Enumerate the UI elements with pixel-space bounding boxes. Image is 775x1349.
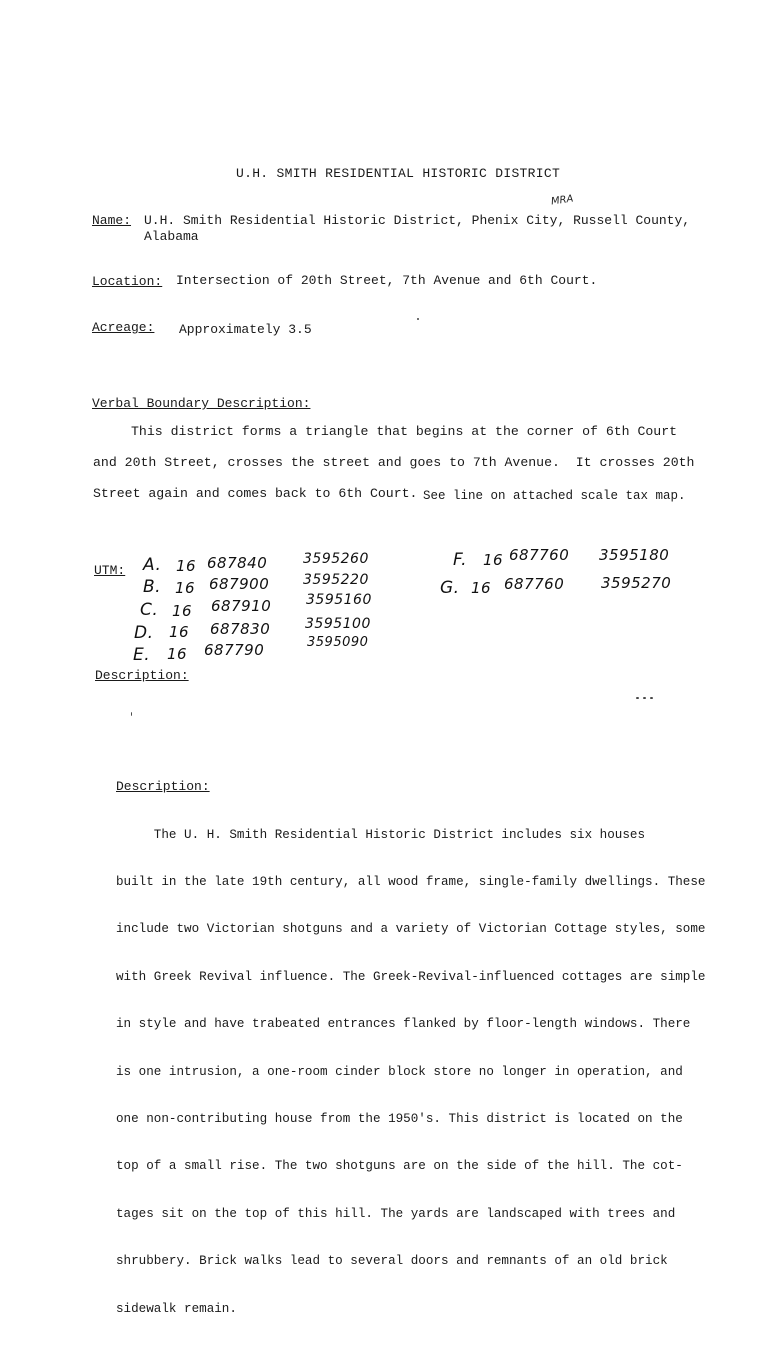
description-line: built in the late 19th century, all wood frame, single-family dwellings. These (116, 874, 706, 889)
description-line: tages sit on the top of this hill. The yards are landscaped with trees and (116, 1206, 676, 1221)
description-label: Description: (116, 779, 210, 794)
utm-point-letter: C. (140, 600, 159, 620)
utm-point-easting: 687760 (509, 546, 570, 564)
utm-point-letter: G. (440, 578, 460, 598)
utm-point-letter: F. (453, 550, 467, 570)
utm-point-easting: 687910 (211, 597, 272, 615)
boundary-map-note: See line on attached scale tax map. (423, 489, 686, 503)
description-body (116, 796, 706, 1349)
utm-point-northing: 3595260 (303, 551, 369, 567)
utm-point-easting: 687900 (209, 575, 270, 593)
utm-point-zone: 16 (172, 602, 193, 620)
description-line: is one intrusion, a one-room cinder block store no longer in operation, and (116, 1064, 683, 1079)
description-label-empty: Description: (95, 668, 189, 683)
name-label: Name: (92, 213, 132, 228)
boundary-line-3: Street again and comes back to 6th Court. (93, 486, 418, 501)
name-value-line1: U.H. Smith Residential Historic District, Phenix City, Russell County, (144, 213, 691, 228)
utm-point-easting: 687830 (210, 620, 271, 638)
utm-point-northing: 3595220 (303, 572, 369, 588)
stray-mark (417, 318, 419, 320)
boundary-line-1: This district forms a triangle that begins at the corner of 6th Court (131, 424, 678, 439)
description-line: one non-contributing house from the 1950's. This district is located on the (116, 1111, 683, 1126)
description-line: shrubbery. Brick walks lead to several doors and remnants of an old brick (116, 1254, 668, 1269)
stray-mark (131, 712, 132, 716)
utm-label: UTM: (94, 563, 126, 578)
utm-point-zone: 16 (483, 551, 504, 569)
document-title: U.H. SMITH RESIDENTIAL HISTORIC DISTRICT (236, 166, 561, 181)
name-value-line2: Alabama (144, 229, 199, 244)
stray-mark (636, 697, 639, 699)
description-line: in style and have trabeated entrances flanked by floor-length windows. There (116, 1017, 691, 1032)
utm-point-easting: 687790 (204, 641, 265, 659)
utm-point-zone: 16 (169, 623, 190, 641)
description-line: The U. H. Smith Residential Historic District includes six houses (116, 827, 646, 842)
location-label: Location: (92, 274, 163, 289)
description-line: top of a small rise. The two shotguns are on the side of the hill. The cot- (116, 1159, 683, 1174)
utm-point-letter: D. (134, 623, 154, 643)
description-line: sidewalk remain. (116, 1301, 237, 1316)
description-line: with Greek Revival influence. The Greek-Revival-influenced cottages are simple (116, 969, 706, 984)
acreage-value: Approximately 3.5 (179, 322, 312, 337)
utm-point-northing: 3595100 (305, 616, 371, 632)
boundary-label: Verbal Boundary Description: (92, 396, 311, 411)
utm-point-northing: 3595160 (306, 592, 372, 608)
location-value: Intersection of 20th Street, 7th Avenue and 6th Court. (176, 273, 598, 288)
handwritten-annotation: MRA (550, 193, 575, 208)
utm-point-northing: 3595270 (601, 574, 672, 592)
utm-point-easting: 687840 (207, 554, 268, 572)
utm-point-letter: E. (133, 645, 151, 665)
utm-point-letter: B. (143, 577, 162, 597)
utm-point-zone: 16 (175, 579, 196, 597)
utm-point-letter: A. (143, 555, 162, 575)
acreage-label: Acreage: (92, 320, 155, 335)
stray-mark (650, 697, 653, 699)
description-line: include two Victorian shotguns and a variety of Victorian Cottage styles, some (116, 922, 706, 937)
utm-point-zone: 16 (471, 579, 492, 597)
utm-point-northing: 3595180 (599, 546, 670, 564)
boundary-line-2: and 20th Street, crosses the street and goes to 7th Avenue. It crosses 20th (93, 455, 695, 470)
utm-point-northing: 3595090 (307, 635, 369, 650)
utm-point-zone: 16 (167, 645, 188, 663)
utm-point-easting: 687760 (504, 575, 565, 593)
description-section (116, 779, 706, 1349)
utm-point-zone: 16 (176, 557, 197, 575)
stray-mark (643, 697, 646, 699)
